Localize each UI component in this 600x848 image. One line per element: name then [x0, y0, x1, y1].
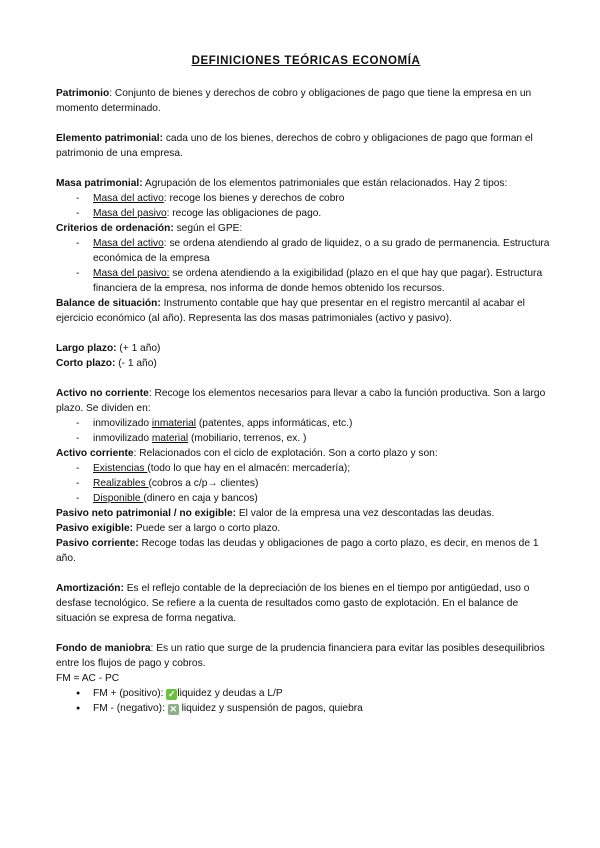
- criterios-list: [56, 236, 556, 296]
- def-largo-plazo: [56, 341, 556, 356]
- item-text: (cobros a c/p→ clientes): [148, 478, 259, 489]
- formula: FM = AC - PC: [56, 673, 120, 684]
- def-masa-patrimonial: [56, 176, 556, 191]
- item-text: liquidez y suspensión de pagos, quiebra: [178, 703, 363, 714]
- term: Activo corriente: [56, 448, 134, 459]
- term: Pasivo neto patrimonial / no exigible:: [56, 508, 237, 519]
- activo-c-list: [56, 461, 556, 506]
- definition: : Recoge los elementos necesarios para llevar a cabo la función productiva. Son a largo plazo. Se dividen en:: [56, 388, 546, 414]
- item-text: (dinero en caja y bancos): [143, 493, 258, 504]
- item-prefix: inmovilizado: [93, 418, 152, 429]
- term: Masa patrimonial:: [56, 178, 143, 189]
- underlined-term: material: [151, 433, 189, 444]
- activo-nc-list: [56, 416, 556, 446]
- underlined-term: Masa del activo: [93, 193, 164, 204]
- list-item: [76, 416, 556, 431]
- item-prefix: FM + (positivo):: [93, 688, 167, 699]
- definition: : Es un ratio que surge de la prudencia financiera para evitar las posibles desequilibrios entre los flujos de pago y cobros.: [56, 643, 545, 669]
- item-prefix: FM - (negativo):: [93, 703, 168, 714]
- underlined-term: Masa del pasivo: [93, 208, 167, 219]
- underlined-term: Existencias: [93, 463, 148, 474]
- definition: : Relacionados con el ciclo de explotación. Son a corto plazo y son:: [133, 448, 438, 459]
- item-text: (todo lo que hay en el almacén: mercadería);: [147, 463, 351, 474]
- def-elemento-patrimonial: [56, 131, 556, 161]
- def-patrimonio: [56, 86, 556, 116]
- definition: Recoge todas las deudas y obligaciones de pago a corto plazo, es decir, en menos de 1 año.: [56, 538, 539, 564]
- definition: Puede ser a largo o corto plazo.: [133, 523, 281, 534]
- underlined-term: inmaterial: [151, 418, 197, 429]
- def-balance: [56, 296, 556, 326]
- definition: (+ 1 año): [116, 343, 161, 354]
- def-activo-corriente: [56, 446, 556, 461]
- term: Amortización:: [56, 583, 124, 594]
- definition: El valor de la empresa una vez descontadas las deudas.: [236, 508, 495, 519]
- page-title: DEFINICIONES TEÓRICAS ECONOMÍA: [191, 55, 421, 67]
- item-text: : se ordena atendiendo al grado de liquidez, o a su grado de permanencia. Estructura económica de la empresa: [93, 238, 550, 264]
- list-item: [76, 206, 556, 221]
- definition: Agrupación de los elementos patrimoniales que están relacionados. Hay 2 tipos:: [142, 178, 508, 189]
- term: Criterios de ordenación:: [56, 223, 174, 234]
- term: Largo plazo:: [56, 343, 117, 354]
- list-item: [76, 236, 556, 266]
- underlined-term: Disponible: [93, 493, 144, 504]
- definition: según el GPE:: [173, 223, 243, 234]
- item-text: liquidez y deudas a L/P: [177, 688, 283, 699]
- def-corto-plazo: [56, 356, 556, 371]
- term: Fondo de maniobra: [56, 643, 151, 654]
- item-prefix: inmovilizado: [93, 433, 152, 444]
- list-item: [76, 266, 556, 296]
- list-item: [76, 461, 556, 476]
- def-criterios: [56, 221, 556, 236]
- check-icon: ✓: [168, 689, 176, 699]
- cross-icon: ✕: [169, 704, 177, 714]
- term: Pasivo exigible:: [56, 523, 134, 534]
- list-item: [76, 686, 556, 701]
- term: Pasivo corriente:: [56, 538, 139, 549]
- definition: Es el reflejo contable de la depreciación de los bienes en el tiempo por antigüedad, uso o desfase tecnológico. Se refiere a la cuenta de resultados como gasto de explotación. En el balance de situación se expresa de forma negativa.: [56, 583, 530, 624]
- term: Elemento patrimonial:: [56, 133, 163, 144]
- definition: (- 1 año): [115, 358, 157, 369]
- document-page: [56, 54, 556, 716]
- list-item: [76, 491, 556, 506]
- underlined-term: Masa del activo: [93, 238, 164, 249]
- underlined-term: Masa del pasivo:: [93, 268, 170, 279]
- list-item: [76, 191, 556, 206]
- term: Activo no corriente: [56, 388, 149, 399]
- item-text: se ordena atendiendo a la exigibilidad (plazo en el que hay que pagar). Estructura financiera de la empresa, nos informa de donde hemos obtenido los recursos.: [93, 268, 543, 294]
- item-text: (mobiliario, terrenos, ex. ): [188, 433, 307, 444]
- def-fondo-maniobra: [56, 641, 556, 671]
- def-pasivo-corriente: [56, 536, 556, 566]
- term: Corto plazo:: [56, 358, 116, 369]
- definition: : Conjunto de bienes y derechos de cobro y obligaciones de pago que tiene la empresa en un momento determinado.: [56, 88, 532, 114]
- list-item: [76, 701, 556, 716]
- underlined-term: Realizables: [93, 478, 149, 489]
- masa-list: [56, 191, 556, 221]
- list-item: [76, 431, 556, 446]
- definition: cada uno de los bienes, derechos de cobro y obligaciones de pago que forman el patrimonio de una empresa.: [56, 133, 533, 159]
- def-amortizacion: [56, 581, 556, 626]
- item-text: : recoge las obligaciones de pago.: [166, 208, 322, 219]
- def-pasivo-exigible: [56, 521, 556, 536]
- term: Patrimonio: [56, 88, 110, 99]
- def-activo-no-corriente: [56, 386, 556, 416]
- definition: Instrumento contable que hay que presentar en el registro mercantil al acabar el ejercicio económico (al año). Representa las dos masas patrimoniales (activo y pasivo).: [56, 298, 525, 324]
- item-text: : recoge los bienes y derechos de cobro: [163, 193, 345, 204]
- list-item: [76, 476, 556, 491]
- def-pasivo-neto: [56, 506, 556, 521]
- term: Balance de situación:: [56, 298, 161, 309]
- fondo-list: [56, 686, 556, 716]
- item-text: (patentes, apps informáticas, etc.): [196, 418, 353, 429]
